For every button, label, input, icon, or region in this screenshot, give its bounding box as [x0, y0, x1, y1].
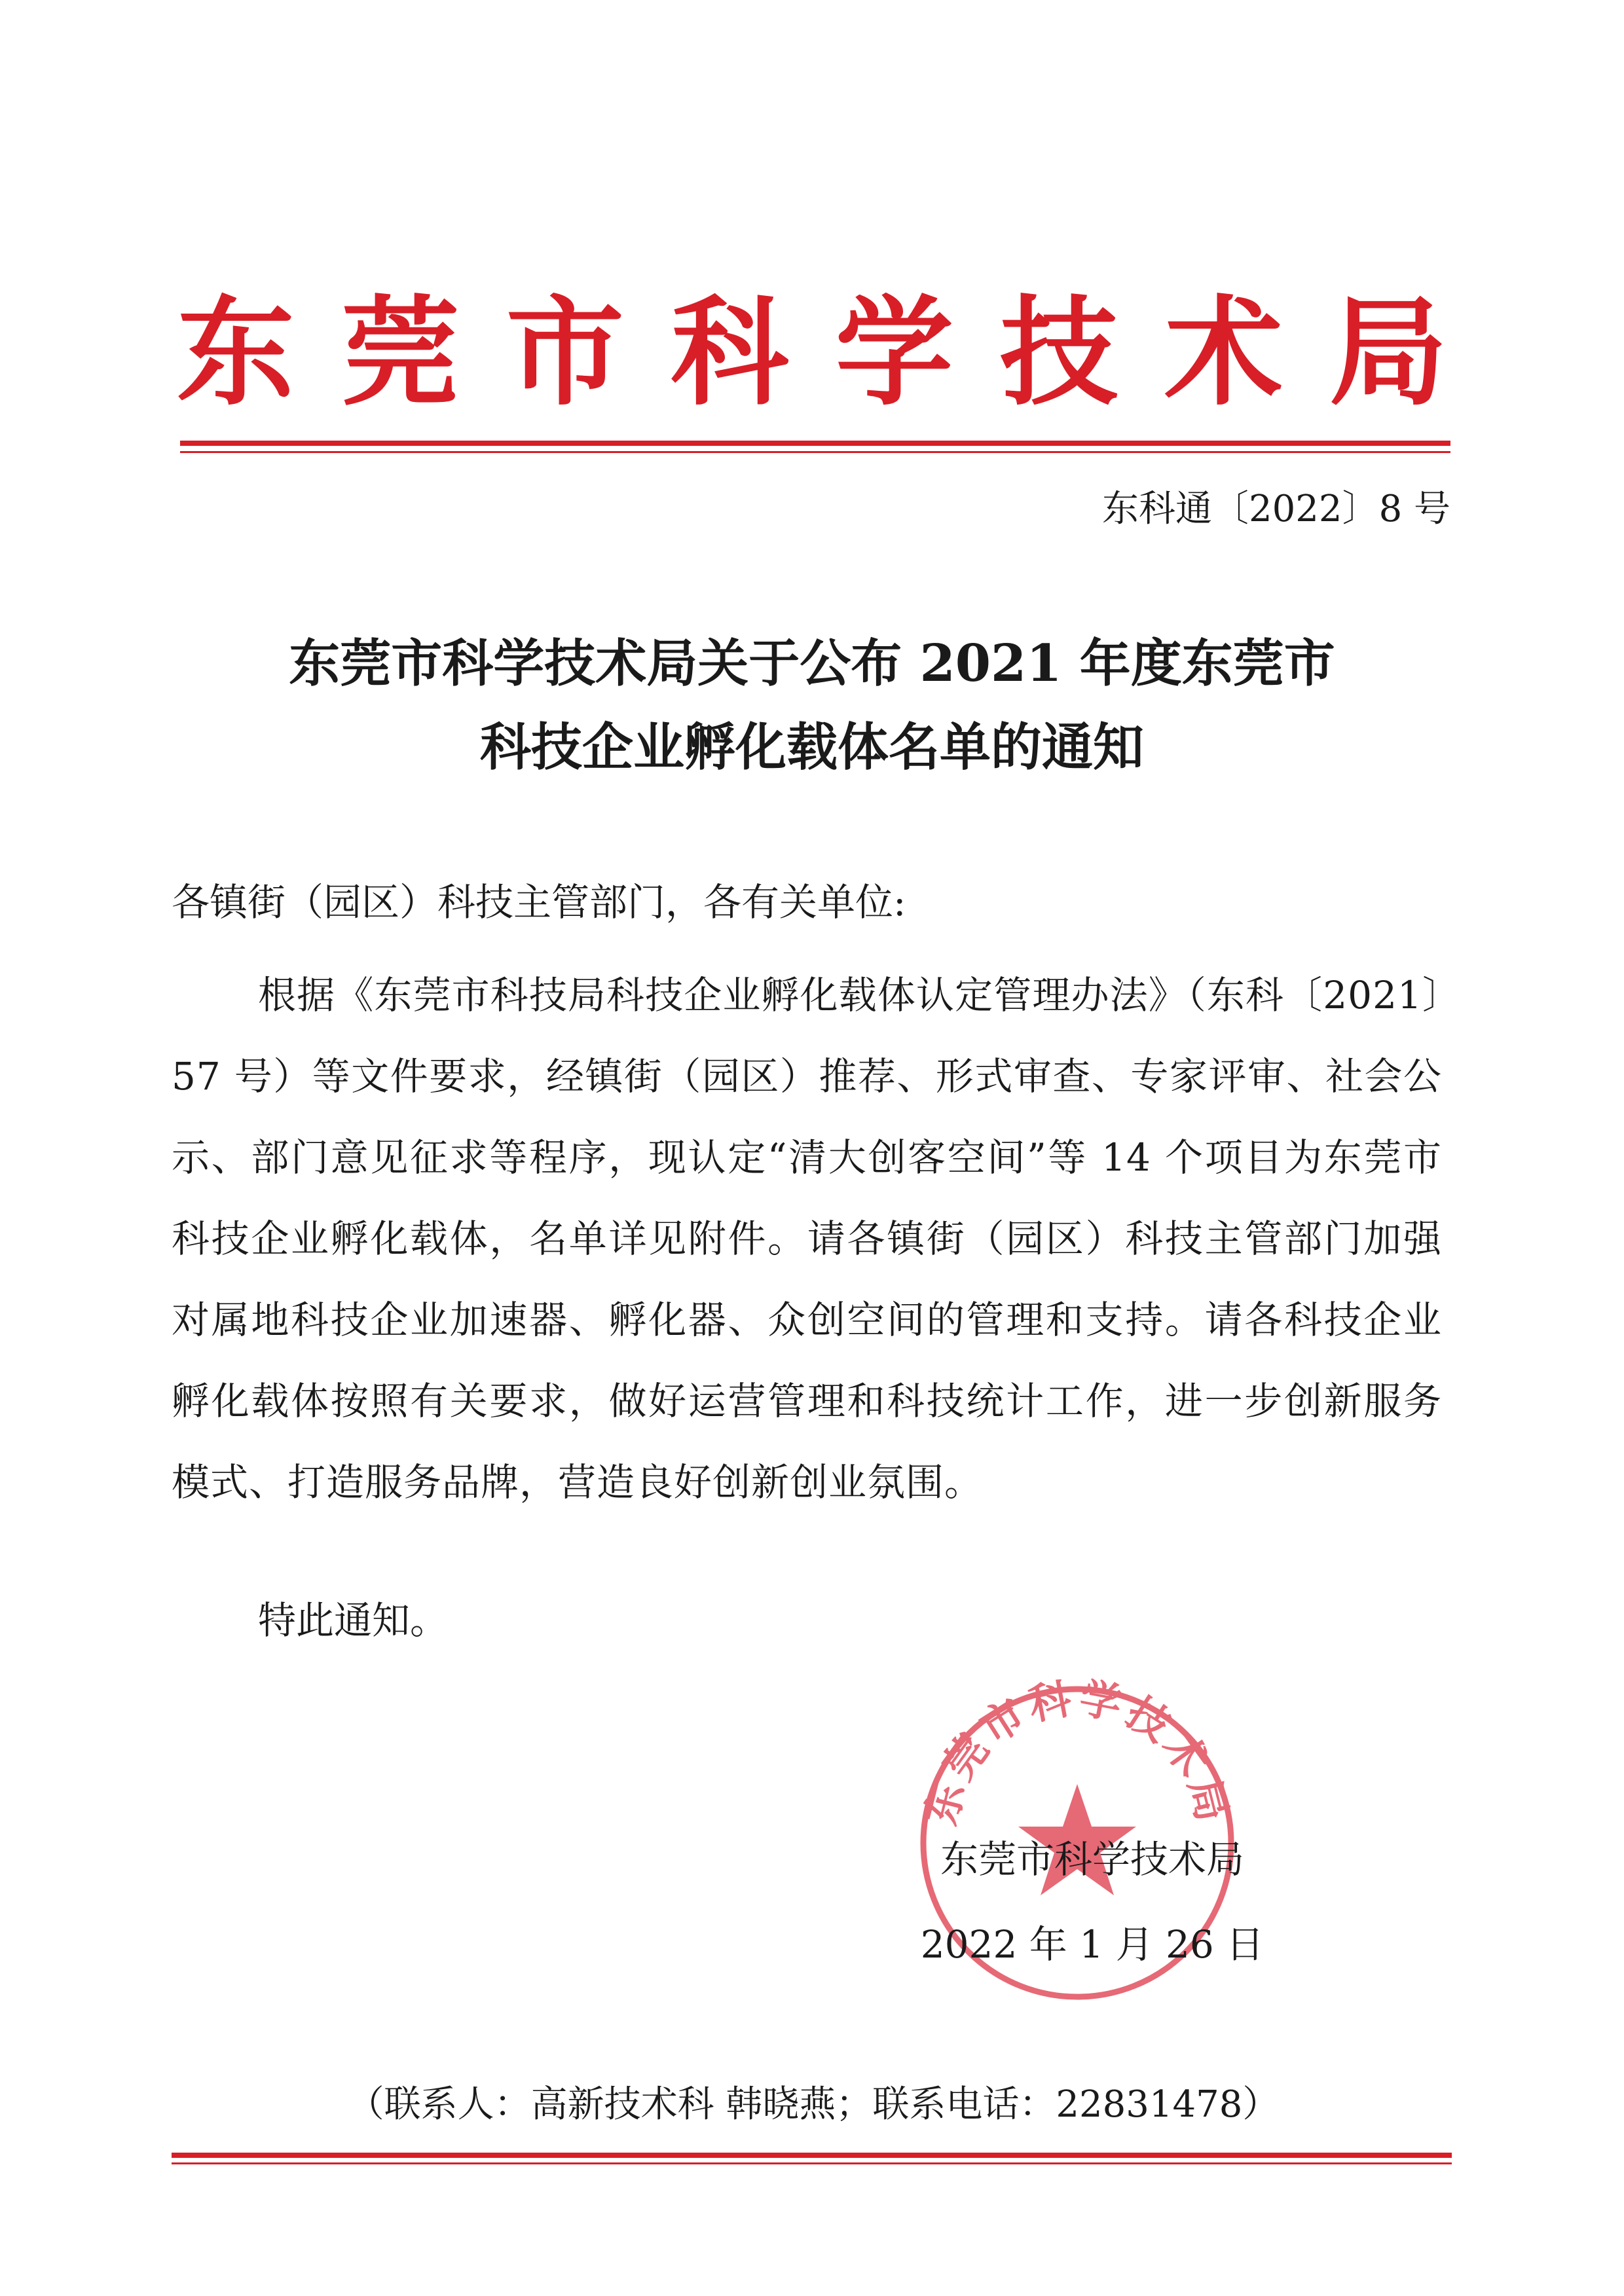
contact-info: （联系人：高新技术科 韩晓燕；联系电话：22831478） — [347, 2083, 1280, 2126]
header-divider-thin — [180, 451, 1450, 453]
header-char: 东 — [177, 285, 295, 422]
issuing-authority-header — [177, 285, 1447, 422]
salutation: 各镇街（园区）科技主管部门，各有关单位: — [172, 880, 906, 924]
title-line-2: 科技企业孵化载体名单的通知 — [479, 718, 1144, 777]
header-char: 术 — [1164, 285, 1283, 422]
closing-remark: 特此通知。 — [258, 1598, 449, 1643]
header-divider-thick — [180, 441, 1450, 446]
title-line-1: 东莞市科学技术局关于公布 2021 年度东莞市 — [289, 634, 1335, 693]
footer-divider-thin — [172, 2162, 1452, 2164]
header-char: 市 — [506, 285, 624, 422]
header-char: 学 — [835, 285, 953, 422]
signature-organization: 东莞市科学技术局 — [940, 1837, 1244, 1882]
body-paragraph: 根据《东莞市科技局科技企业孵化载体认定管理办法》（东科〔2021〕57 号）等文件要求，经镇街（园区）推荐、形式审查、专家评审、社会公示、部门意见征求等程序，现认定“清大创客空间”等 14 个项目为东莞市科技企业孵化载体，名单详见附件。请各镇街（园区）科技主管部门加强对属地科技企业加速器、孵化器、众创空间的管理和支持。请各科技企业孵化载体按照有关要求，做好运营管理和科技统计工作，进一步创新服务模式、打造服务品牌，营造良好创新创业氛围。 — [172, 973, 1442, 1504]
document-title — [157, 622, 1467, 790]
footer-divider-thick — [172, 2153, 1452, 2158]
header-char: 技 — [1000, 285, 1118, 422]
svg-text:东莞市科学技术局: 东莞市科学技术局 — [916, 1673, 1238, 1831]
header-char: 莞 — [341, 285, 460, 422]
signature-date: 2022 年 1 月 26 日 — [920, 1922, 1264, 1967]
header-char: 科 — [671, 285, 789, 422]
document-number: 东科通〔2022〕8 号 — [1102, 488, 1450, 530]
header-char: 局 — [1329, 285, 1447, 422]
